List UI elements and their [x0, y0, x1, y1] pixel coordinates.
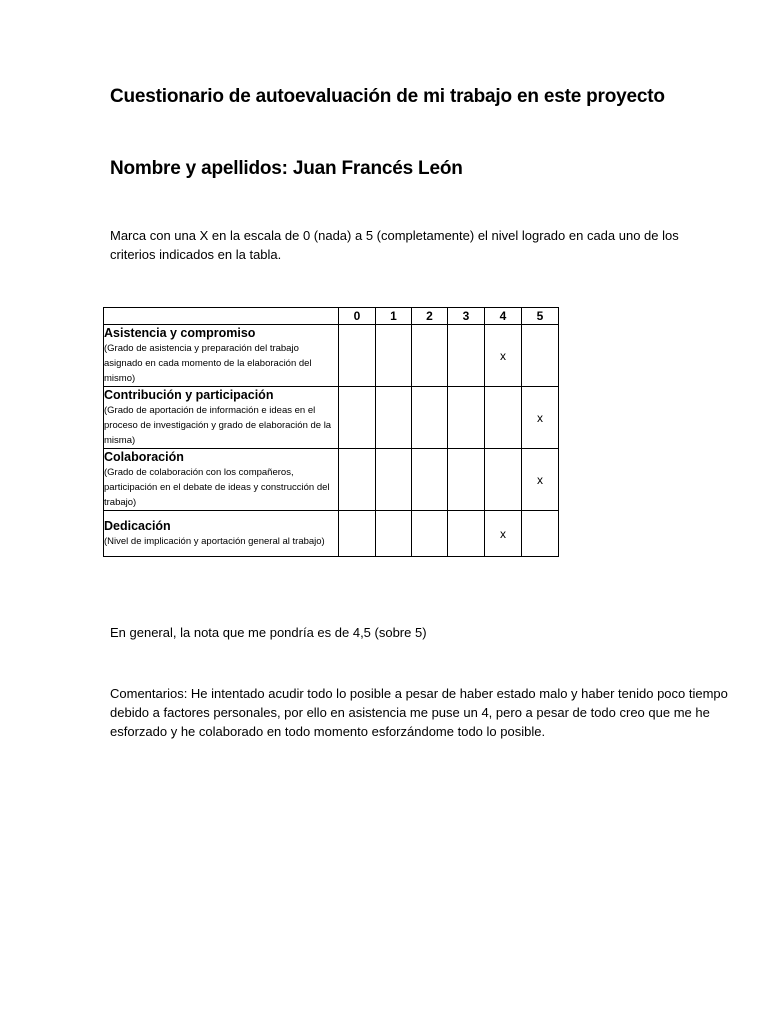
criterion-name: Asistencia y compromiso [104, 326, 256, 340]
evaluation-table [103, 307, 559, 557]
criterion-name: Contribución y participación [104, 388, 274, 402]
score-cell: x [522, 387, 559, 449]
score-cell: x [522, 449, 559, 511]
score-cell [376, 511, 412, 557]
instructions-text: Marca con una X en la escala de 0 (nada) a 5 (completamente) el nivel logrado en cada uno de los criterios indicados en la tabla. [110, 228, 679, 262]
table-header-cell: 2 [412, 308, 448, 325]
table-header-cell [104, 308, 339, 325]
criterion-description: (Grado de asistencia y preparación del trabajo asignado en cada momento de la elaboración del mismo) [104, 343, 312, 384]
criterion-cell [104, 387, 339, 449]
score-cell [448, 449, 485, 511]
criterion-description: (Nivel de implicación y aportación general al trabajo) [104, 536, 325, 547]
score-cell [376, 325, 412, 387]
criterion-description: (Grado de colaboración con los compañeros, participación en el debate de ideas y construcción del trabajo) [104, 467, 330, 508]
score-cell: x [485, 511, 522, 557]
score-cell [376, 387, 412, 449]
score-cell [522, 511, 559, 557]
criterion-name: Dedicación [104, 519, 171, 533]
score-cell [448, 387, 485, 449]
criterion-name: Colaboración [104, 450, 184, 464]
score-cell [412, 449, 448, 511]
student-name: Nombre y apellidos: Juan Francés León [110, 158, 463, 179]
criterion-cell [104, 511, 339, 557]
table-header-cell: 4 [485, 308, 522, 325]
score-cell [485, 449, 522, 511]
table-header-cell: 5 [522, 308, 559, 325]
score-cell [522, 325, 559, 387]
score-cell: x [485, 325, 522, 387]
table-row [104, 449, 559, 511]
table-header-row [104, 308, 559, 325]
score-cell [339, 325, 376, 387]
table-header-cell: 3 [448, 308, 485, 325]
table-header-cell: 1 [376, 308, 412, 325]
score-cell [448, 511, 485, 557]
score-cell [339, 511, 376, 557]
criterion-cell [104, 449, 339, 511]
table-row [104, 325, 559, 387]
score-cell [376, 449, 412, 511]
score-cell [339, 387, 376, 449]
score-cell [412, 325, 448, 387]
score-cell [412, 511, 448, 557]
table-row [104, 511, 559, 557]
score-cell [485, 387, 522, 449]
score-cell [448, 325, 485, 387]
document-title: Cuestionario de autoevaluación de mi trabajo en este proyecto [110, 86, 665, 107]
table-row [104, 387, 559, 449]
table-header-cell: 0 [339, 308, 376, 325]
criterion-cell [104, 325, 339, 387]
comments-text: Comentarios: He intentado acudir todo lo posible a pesar de haber estado malo y haber tenido poco tiempo debido a factores personales, por ello en asistencia me puse un 4, pero a pesar de todo creo que me he esforzado y he colaborado en todo momento esforzándome todo lo posible. [110, 686, 728, 739]
general-grade-text: En general, la nota que me pondría es de 4,5 (sobre 5) [110, 625, 427, 640]
criterion-description: (Grado de aportación de información e ideas en el proceso de investigación y grado de elaboración de la misma) [104, 405, 332, 446]
score-cell [412, 387, 448, 449]
score-cell [339, 449, 376, 511]
